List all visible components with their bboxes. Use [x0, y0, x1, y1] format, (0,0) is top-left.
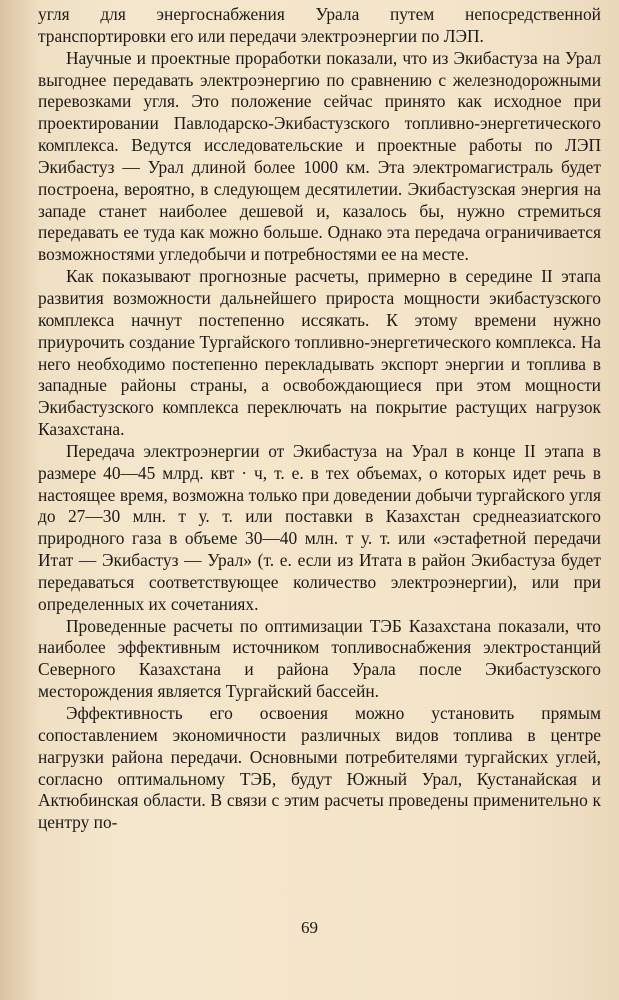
paragraph-4: Передача электроэнергии от Экибастуза на Урал в конце II этапа в размере 40—45 млрд. квт · ч, т. е. в тех объемах, о которых идет речь в настоящее время, возможна только при доведении добычи тургайского угля до 27—30 млн. т у. т. или поставки в Казахстан среднеазиатского природного газа в объеме 30—40 млн. т у. т. или «эстафетной передачи Итат — Экибастуз — Урал» (т. е. если из Итата в район Экибастуза будет передаваться соответствующее количество электроэнергии), или при определенных их сочетаниях.: [38, 440, 601, 614]
body-text: [38, 4, 601, 834]
paragraph-1: угля для энергоснабжения Урала путем непосредственной транспортировки его или передачи электроэнергии по ЛЭП.: [38, 4, 601, 46]
paragraph-6: Эффективность его освоения можно установить прямым сопоставлением экономичности различных видов топлива в центре нагрузки района передачи. Основными потребителями тургайских углей, согласно оптимальному ТЭБ, будут Южный Урал, Кустанайская и Актюбинская области. В связи с этим расчеты проведены применительно к центру по-: [38, 703, 601, 833]
paragraph-2: Научные и проектные проработки показали, что из Экибастуза на Урал выгоднее передавать электроэнергию по сравнению с железнодорожными перевозками угля. Это положение сейчас принято как исходное при проектировании Павлодарско-Экибастузского топливно-энергетического комплекса. Ведутся исследовательские и проектные работы по ЛЭП Экибастуз — Урал длиной более 1000 км. Эта электромагистраль будет построена, вероятно, в следующем десятилетии. Экибастузская энергия на западе станет наиболее дешевой и, казалось бы, нужно стремиться передавать ее туда как можно больше. Однако эта передача ограничивается возможностями угледобычи и потребностями ее на месте.: [38, 47, 601, 265]
paragraph-3: Как показывают прогнозные расчеты, примерно в середине II этапа развития возможности дальнейшего прироста мощности экибастузского комплекса начнут постепенно иссякать. К этому времени нужно приурочить создание Тургайского топливно-энергетического комплекса. На него необходимо постепенно перекладывать экспорт энергии и топлива в западные районы страны, а освобождающиеся при этом мощности Экибастузского комплекса переключать на покрытие растущих нагрузок Казахстана.: [38, 266, 601, 440]
page-number: 69: [301, 918, 318, 937]
paragraph-5: Проведенные расчеты по оптимизации ТЭБ Казахстана показали, что наиболее эффективным источником топливоснабжения электростанций Северного Казахстана и района Урала после Экибастузского месторождения является Тургайский бассейн.: [38, 615, 601, 702]
